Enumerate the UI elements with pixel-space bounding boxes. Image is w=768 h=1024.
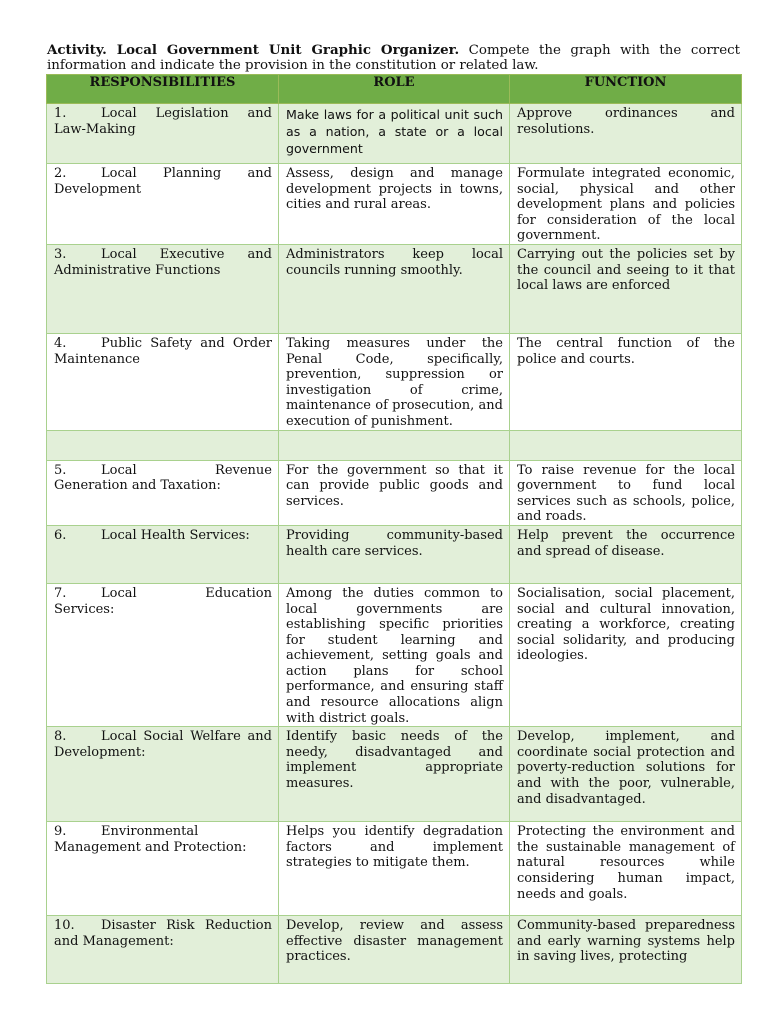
function-cell: Protecting the environment and the sustainable management of natural resources while considering human impact, needs and goals. — [510, 822, 742, 916]
responsibility-text: Local Revenue Generation and Taxation: — [54, 462, 272, 494]
role-cell: Make laws for a political unit such as a nation, a state or a local government — [279, 104, 510, 164]
function-cell: The central function of the police and courts. — [510, 333, 742, 430]
function-cell: Formulate integrated economic, social, physical and other development plans and policies for consideration of the local government. — [510, 164, 742, 245]
responsibility-text: Local Education Services: — [54, 585, 272, 617]
row-number: 7. — [54, 585, 67, 601]
role-cell: For the government so that it can provide public goods and services. — [279, 460, 510, 525]
function-cell: Help prevent the occurrence and spread of disease. — [510, 525, 742, 583]
responsibility-cell — [47, 333, 279, 430]
role-cell: Helps you identify degradation factors and implement strategies to mitigate them. — [279, 822, 510, 916]
responsibility-text: Local Health Services: — [101, 527, 250, 543]
role-cell: Identify basic needs of the needy, disadvantaged and implement appropriate measures. — [279, 727, 510, 822]
responsibility-cell — [47, 525, 279, 583]
responsibility-text: Local Executive and Administrative Functions — [54, 246, 272, 278]
table-row — [47, 727, 742, 822]
responsibility-text: Local Planning and Development — [54, 166, 272, 197]
responsibility-cell — [47, 822, 279, 916]
responsibility-cell — [47, 244, 279, 333]
header-responsibilities: RESPONSIBILITIES — [47, 75, 279, 104]
responsibility-cell — [47, 430, 279, 460]
responsibility-text: Disaster Risk Reduction and Management: — [54, 918, 272, 949]
table-row — [47, 104, 742, 164]
table-row — [47, 916, 742, 984]
row-number: 3. — [54, 246, 67, 262]
row-number: 10. — [54, 918, 75, 934]
function-cell: Approve ordinances and resolutions. — [510, 104, 742, 164]
responsibility-cell — [47, 727, 279, 822]
responsibility-cell — [47, 104, 279, 164]
activity-instructions — [47, 43, 740, 73]
role-cell: Assess, design and manage development projects in towns, cities and rural areas. — [279, 164, 510, 245]
function-cell: To raise revenue for the local government to fund local services such as schools, police, and roads. — [510, 460, 742, 525]
activity-text: Compete the graph with the correct information and indicate the provision in the constitution or related law. — [47, 43, 740, 73]
table-row — [47, 822, 742, 916]
table-row — [47, 460, 742, 525]
responsibility-text: Public Safety and Order Maintenance — [54, 335, 272, 367]
responsibility-text: Local Legislation and Law-Making — [54, 106, 272, 137]
table-row — [47, 525, 742, 583]
function-cell: Community-based preparedness and early warning systems help in saving lives, protecting — [510, 916, 742, 984]
responsibility-text: Environmental Management and Protection: — [54, 824, 247, 855]
row-number: 2. — [54, 166, 67, 181]
row-number: 6. — [54, 527, 67, 543]
row-number: 5. — [54, 462, 67, 478]
table-row — [47, 333, 742, 430]
table-row — [47, 164, 742, 245]
responsibility-text: Local Social Welfare and Development: — [54, 729, 272, 760]
responsibility-cell — [47, 916, 279, 984]
role-cell: Administrators keep local councils running smoothly. — [279, 244, 510, 333]
header-role: ROLE — [279, 75, 510, 104]
function-cell: Socialisation, social placement, social and cultural innovation, creating a workforce, creating social solidarity, and producing ideologies. — [510, 583, 742, 726]
role-cell: Providing community-based health care services. — [279, 525, 510, 583]
row-number: 8. — [54, 729, 67, 745]
lgu-graphic-organizer-table — [46, 74, 742, 984]
role-cell: Among the duties common to local governments are establishing specific priorities for student learning and achievement, setting goals and action plans for school performance, and ensuring staff and resource allocations align with district goals. — [279, 583, 510, 726]
table-header-row — [47, 75, 742, 104]
table-row — [47, 583, 742, 726]
table-row — [47, 244, 742, 333]
row-number: 1. — [54, 106, 67, 121]
header-function: FUNCTION — [510, 75, 742, 104]
responsibility-cell — [47, 460, 279, 525]
role-cell — [279, 430, 510, 460]
function-cell — [510, 430, 742, 460]
activity-title: Activity. Local Government Unit Graphic Organizer. — [47, 42, 460, 58]
row-number: 4. — [54, 335, 67, 351]
table-row-empty — [47, 430, 742, 460]
responsibility-cell — [47, 164, 279, 245]
responsibility-cell — [47, 583, 279, 726]
function-cell: Carrying out the policies set by the council and seeing to it that local laws are enforced — [510, 244, 742, 333]
row-number: 9. — [54, 824, 67, 840]
function-cell: Develop, implement, and coordinate social protection and poverty-reduction solutions for and with the poor, vulnerable, and disadvantaged. — [510, 727, 742, 822]
role-cell: Develop, review and assess effective disaster management practices. — [279, 916, 510, 984]
role-cell: Taking measures under the Penal Code, specifically, prevention, suppression or investigation of crime, maintenance of prosecution, and execution of punishment. — [279, 333, 510, 430]
